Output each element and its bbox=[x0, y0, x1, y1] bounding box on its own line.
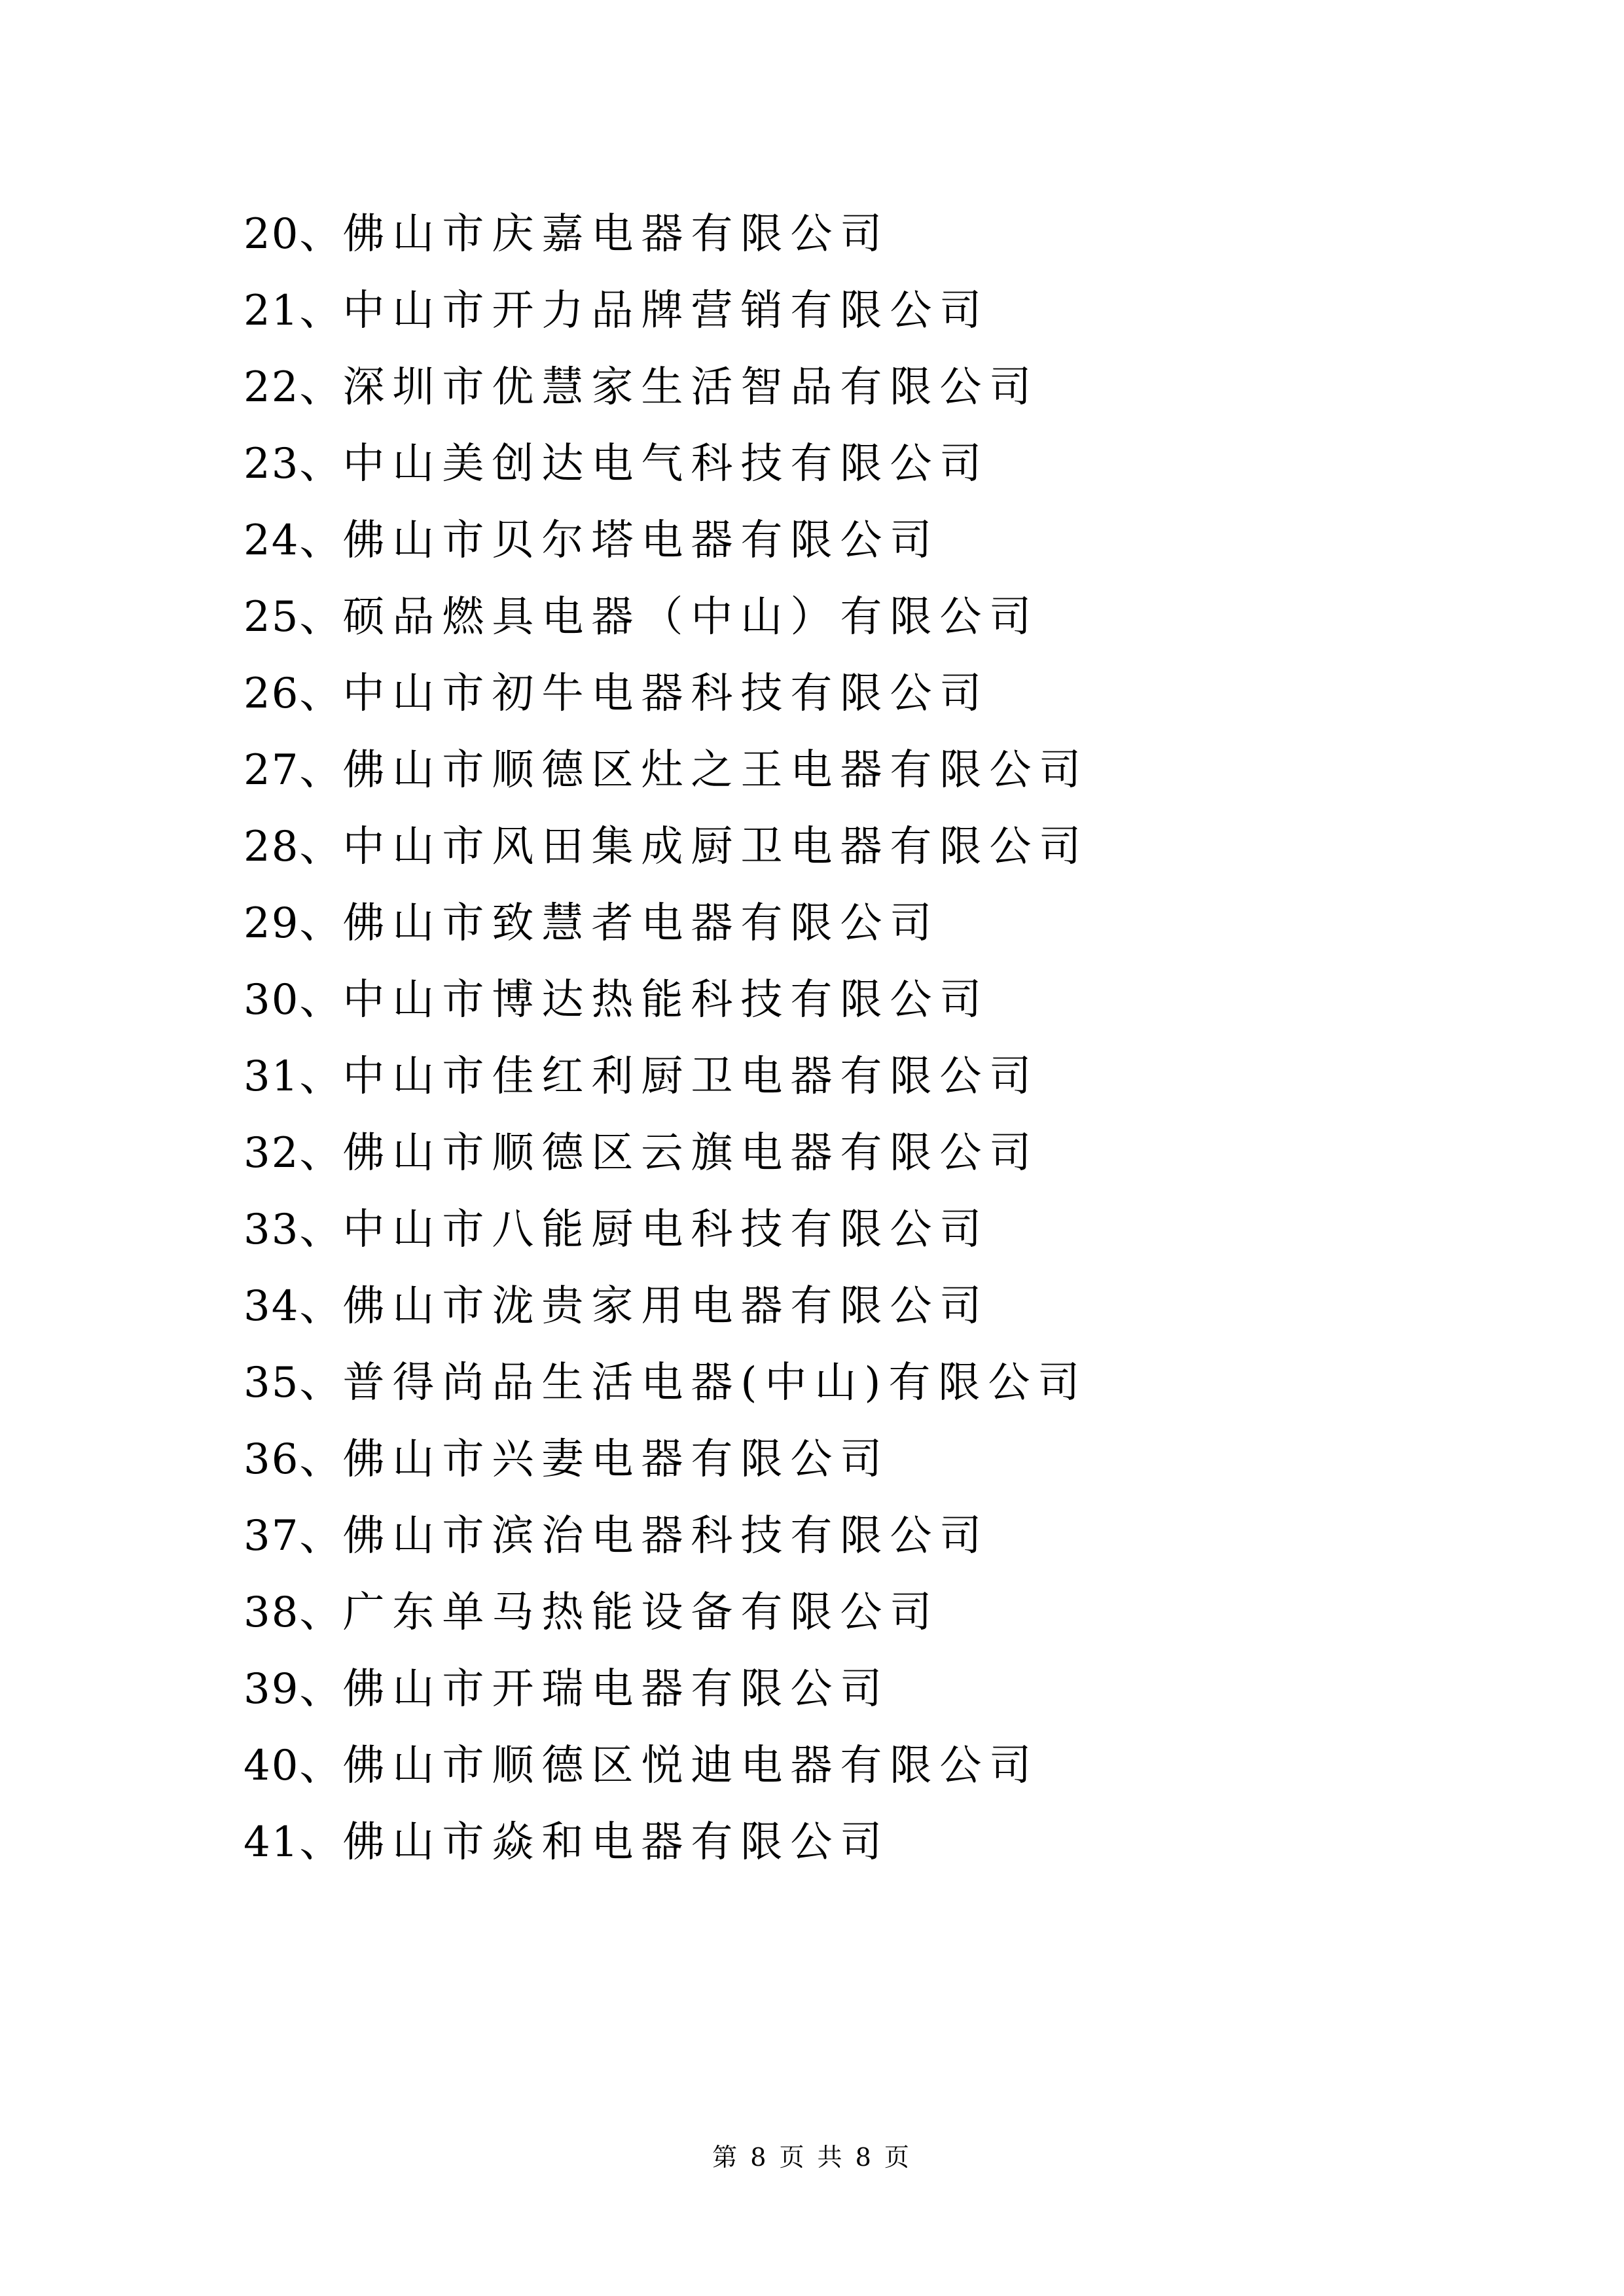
item-number: 25、 bbox=[244, 593, 343, 641]
company-name: 佛山市庆嘉电器有限公司 bbox=[342, 210, 890, 259]
list-item bbox=[244, 962, 1422, 1039]
list-item bbox=[244, 1651, 1422, 1728]
company-name: 深圳市优慧家生活智品有限公司 bbox=[342, 363, 1039, 412]
item-number: 22、 bbox=[244, 363, 343, 412]
company-name: 中山市博达热能科技有限公司 bbox=[342, 976, 990, 1024]
item-number: 33、 bbox=[244, 1206, 343, 1254]
item-number: 21、 bbox=[244, 287, 343, 335]
company-name: 佛山市贝尔塔电器有限公司 bbox=[342, 516, 940, 565]
item-number: 26、 bbox=[244, 670, 343, 718]
company-name: 中山市初牛电器科技有限公司 bbox=[342, 670, 990, 718]
list-item bbox=[244, 732, 1422, 809]
item-number: 40、 bbox=[244, 1742, 343, 1790]
company-name: 佛山市开瑞电器有限公司 bbox=[342, 1665, 890, 1713]
company-name: 中山美创达电气科技有限公司 bbox=[342, 440, 990, 488]
list-item bbox=[244, 579, 1422, 656]
list-item bbox=[244, 1115, 1422, 1192]
list-item bbox=[244, 1422, 1422, 1498]
company-name: 佛山市顺德区云旗电器有限公司 bbox=[342, 1129, 1039, 1177]
item-number: 20、 bbox=[244, 210, 343, 259]
item-number: 41、 bbox=[244, 1818, 343, 1867]
company-name: 广东单马热能设备有限公司 bbox=[342, 1588, 940, 1637]
list-item bbox=[244, 426, 1422, 503]
list-item bbox=[244, 886, 1422, 962]
company-name: 佛山市泷贵家用电器有限公司 bbox=[342, 1282, 990, 1331]
page-footer: 第 8 页 共 8 页 bbox=[712, 2143, 912, 2172]
company-name: 中山市八能厨电科技有限公司 bbox=[342, 1206, 990, 1254]
list-item bbox=[244, 1192, 1422, 1268]
list-item bbox=[244, 1039, 1422, 1115]
list-item bbox=[244, 503, 1422, 579]
item-number: 31、 bbox=[244, 1052, 343, 1101]
company-name: 佛山市顺德区灶之王电器有限公司 bbox=[342, 746, 1089, 795]
item-number: 28、 bbox=[244, 823, 343, 871]
item-number: 37、 bbox=[244, 1512, 343, 1560]
item-number: 39、 bbox=[244, 1665, 343, 1713]
item-number: 38、 bbox=[244, 1588, 343, 1637]
item-number: 24、 bbox=[244, 516, 343, 565]
list-item bbox=[244, 1345, 1422, 1422]
list-item bbox=[244, 656, 1422, 732]
company-name: 佛山市顺德区悦迪电器有限公司 bbox=[342, 1742, 1039, 1790]
company-name: 佛山市致慧者电器有限公司 bbox=[342, 899, 940, 948]
list-item bbox=[244, 1498, 1422, 1575]
item-number: 35、 bbox=[244, 1359, 343, 1407]
list-item bbox=[244, 1268, 1422, 1345]
item-number: 29、 bbox=[244, 899, 343, 948]
company-name: 普得尚品生活电器(中山)有限公司 bbox=[342, 1359, 1088, 1407]
company-name: 硕品燃具电器（中山）有限公司 bbox=[342, 593, 1039, 641]
company-name: 佛山市滨治电器科技有限公司 bbox=[342, 1512, 990, 1560]
item-number: 34、 bbox=[244, 1282, 343, 1331]
list-item bbox=[244, 273, 1422, 350]
list-item bbox=[244, 809, 1422, 886]
item-number: 30、 bbox=[244, 976, 343, 1024]
item-number: 32、 bbox=[244, 1129, 343, 1177]
company-list bbox=[244, 196, 1422, 1881]
list-item bbox=[244, 1575, 1422, 1651]
company-name: 佛山市焱和电器有限公司 bbox=[342, 1818, 890, 1867]
company-name: 中山市风田集成厨卫电器有限公司 bbox=[342, 823, 1089, 871]
list-item bbox=[244, 350, 1422, 426]
list-item bbox=[244, 1728, 1422, 1804]
list-item bbox=[244, 196, 1422, 273]
item-number: 23、 bbox=[244, 440, 343, 488]
list-item bbox=[244, 1804, 1422, 1881]
item-number: 36、 bbox=[244, 1435, 343, 1484]
item-number: 27、 bbox=[244, 746, 343, 795]
company-name: 中山市佳红利厨卫电器有限公司 bbox=[342, 1052, 1039, 1101]
company-name: 佛山市兴妻电器有限公司 bbox=[342, 1435, 890, 1484]
company-name: 中山市开力品牌营销有限公司 bbox=[342, 287, 990, 335]
